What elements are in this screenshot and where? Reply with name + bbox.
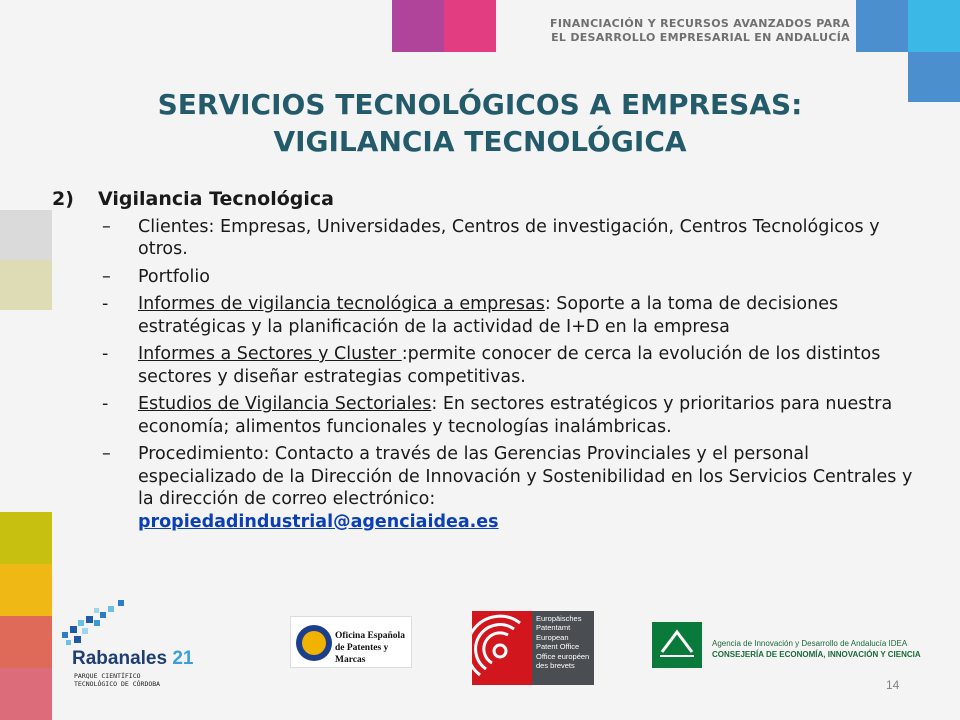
slide-title-line2: VIGILANCIA TECNOLÓGICA	[273, 125, 687, 158]
oepm-text	[335, 630, 411, 666]
rabanales-number: 21	[172, 648, 194, 669]
rabanales-subtitle	[74, 672, 160, 688]
epo-line: Patent Office	[536, 642, 580, 652]
deco-block-lime	[0, 512, 52, 564]
deco-block-red	[0, 668, 52, 720]
idea-agency-text	[712, 638, 921, 660]
slide-body	[52, 188, 932, 533]
list-item-clientes	[52, 216, 932, 261]
page-number: 14	[886, 678, 900, 692]
idea-agency-line1: Agencia de Innovación y Desarrollo de Andalucía IDEA	[712, 639, 908, 648]
epo-red-panel	[472, 611, 532, 685]
epo-line: European	[536, 632, 569, 642]
dash-marker: –	[102, 216, 111, 237]
underlined-term: Estudios de Vigilancia Sectoriales	[138, 394, 432, 414]
list-item-text: Portfolio	[138, 266, 210, 287]
deco-block-pink	[444, 0, 496, 52]
deco-block-purple	[392, 0, 444, 52]
rabanales-sub-line1: PARQUE CIENTÍFICO	[74, 672, 141, 680]
list-item-informes-empresas	[52, 293, 932, 338]
header-caption-line2: EL DESARROLLO EMPRESARIAL EN ANDALUCÍA	[551, 31, 850, 44]
underlined-term: Informes de vigilancia tecnológica a empresas	[138, 294, 545, 314]
list-item-portfolio	[52, 266, 932, 289]
slide-title-line1: SERVICIOS TECNOLÓGICOS A EMPRESAS:	[157, 88, 803, 121]
idea-agency-line2: CONSEJERÍA DE ECONOMÍA, INNOVACIÓN Y CIENCIA	[712, 650, 921, 659]
hyphen-marker: -	[102, 394, 109, 414]
description: : Soporte a la toma de decisiones estratégicas y la planificación de la actividad de I+D en la empresa	[138, 294, 839, 337]
description: Procedimiento: Contacto a través de las Gerencias Provinciales y el personal especializado de la Dirección de Innovación y Sostenibilidad en los Servicios Centrales y la dirección de correo electrónico:	[138, 444, 913, 509]
deco-block-grey	[0, 210, 52, 260]
rabanales-sub-line2: TECNOLÓGICO DE CÓRDOBA	[74, 680, 161, 688]
deco-block-blue2	[908, 52, 960, 102]
section-title: Vigilancia Tecnológica	[98, 188, 334, 210]
epo-logo	[472, 611, 594, 685]
list-item-estudios	[52, 393, 932, 438]
email-link[interactable]: propiedadindustrial@agenciaidea.es	[138, 511, 499, 532]
deco-block-cyan	[908, 0, 960, 52]
list-item-text	[138, 443, 932, 533]
junta-andalucia-emblem-icon	[652, 622, 702, 668]
epo-line: des brevets	[536, 661, 575, 671]
header-caption	[490, 17, 850, 45]
deco-block-blue	[856, 0, 908, 52]
deco-block-khaki	[0, 260, 52, 310]
epo-text	[536, 614, 589, 670]
oepm-line1: Oficina Española	[335, 631, 405, 641]
oepm-line2: de Patentes y Marcas	[335, 643, 389, 665]
list-item-text: Clientes: Empresas, Universidades, Centros de investigación, Centros Tecnológicos y otros.	[138, 216, 880, 259]
epo-arcs-icon	[472, 611, 532, 685]
hyphen-marker: -	[102, 294, 109, 314]
rabanales-wordmark	[72, 648, 193, 670]
deco-block-yellow	[0, 564, 52, 616]
header-caption-line1: FINANCIACIÓN Y RECURSOS AVANZADOS PARA	[550, 17, 850, 30]
slide-title	[60, 86, 900, 160]
underlined-term: Informes a Sectores y Cluster	[138, 344, 402, 364]
list-item-text	[138, 293, 932, 338]
rabanales-logo	[56, 598, 206, 693]
pixel-mosaic-icon	[56, 598, 136, 650]
description: :permite conocer de cerca la evolución de los distintos sectores y diseñar estrategias competitivas.	[138, 344, 881, 387]
dash-marker: –	[102, 266, 111, 287]
epo-line: Office européen	[536, 651, 590, 661]
section-heading	[52, 188, 932, 211]
list-item-text	[138, 343, 932, 388]
rabanales-name: Rabanales	[72, 648, 168, 669]
oepm-logo	[290, 616, 412, 668]
deco-block-orange	[0, 616, 52, 668]
description: : En sectores estratégicos y prioritarios para nuestra economía; alimentos funcionales y tecnologías inalámbricas.	[138, 394, 893, 437]
list-item-text	[138, 393, 932, 438]
dash-marker: –	[102, 444, 111, 464]
list-item-procedimiento	[52, 443, 932, 533]
epo-line: Europäisches	[536, 614, 582, 623]
list-item-informes-sectores	[52, 343, 932, 388]
hyphen-marker: -	[102, 344, 109, 364]
oepm-emblem-icon	[294, 623, 334, 663]
section-number: 2)	[52, 188, 74, 210]
epo-line: Patentamt	[536, 623, 571, 633]
